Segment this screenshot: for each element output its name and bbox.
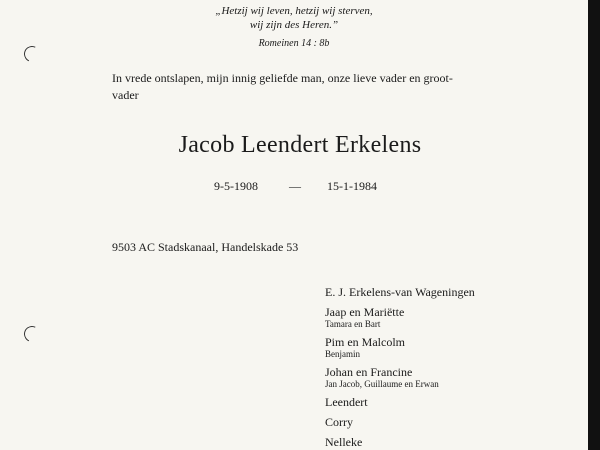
intro-line-1: In vrede ontslapen, mijn innig geliefde man, onze lieve vader en groot- [112, 71, 453, 85]
family-member-name: E. J. Erkelens-van Wageningen [325, 285, 475, 299]
family-member [325, 415, 585, 429]
family-member [325, 435, 585, 449]
death-date: 15-1-1984 [327, 179, 377, 193]
birth-date: 9-5-1908 [214, 179, 258, 193]
family-list [325, 285, 585, 450]
family-member-name: Jaap en Mariëtte [325, 305, 405, 319]
family-member-name: Leendert [325, 395, 368, 409]
family-member-name: Corry [325, 415, 353, 429]
family-member [325, 305, 585, 329]
verse-line-1: „Hetzij wij leven, hetzij wij sterven, [215, 5, 373, 17]
family-member [325, 335, 585, 359]
family-member-children: Tamara en Bart [325, 319, 381, 329]
verse-reference: Romeinen 14 : 8b [258, 38, 330, 49]
intro-line-2: vader [112, 88, 139, 102]
family-member-children: Jan Jacob, Guillaume en Erwan [325, 379, 439, 389]
family-member-name: Johan en Francine [325, 365, 413, 379]
family-member [325, 395, 585, 409]
punch-hole-mark-bottom [22, 324, 43, 345]
family-member-name: Pim en Malcolm [325, 335, 405, 349]
family-member-name: Nelleke [325, 435, 363, 449]
deceased-name: Jacob Leendert Erkelens [178, 132, 422, 158]
date-separator: — [289, 179, 301, 193]
family-member [325, 365, 585, 389]
scan-edge [588, 0, 600, 450]
address: 9503 AC Stadskanaal, Handelskade 53 [112, 240, 299, 254]
family-member [325, 285, 585, 299]
verse-line-2: wij zijn des Heren.” [249, 19, 339, 31]
family-member-children: Benjamin [325, 349, 360, 359]
